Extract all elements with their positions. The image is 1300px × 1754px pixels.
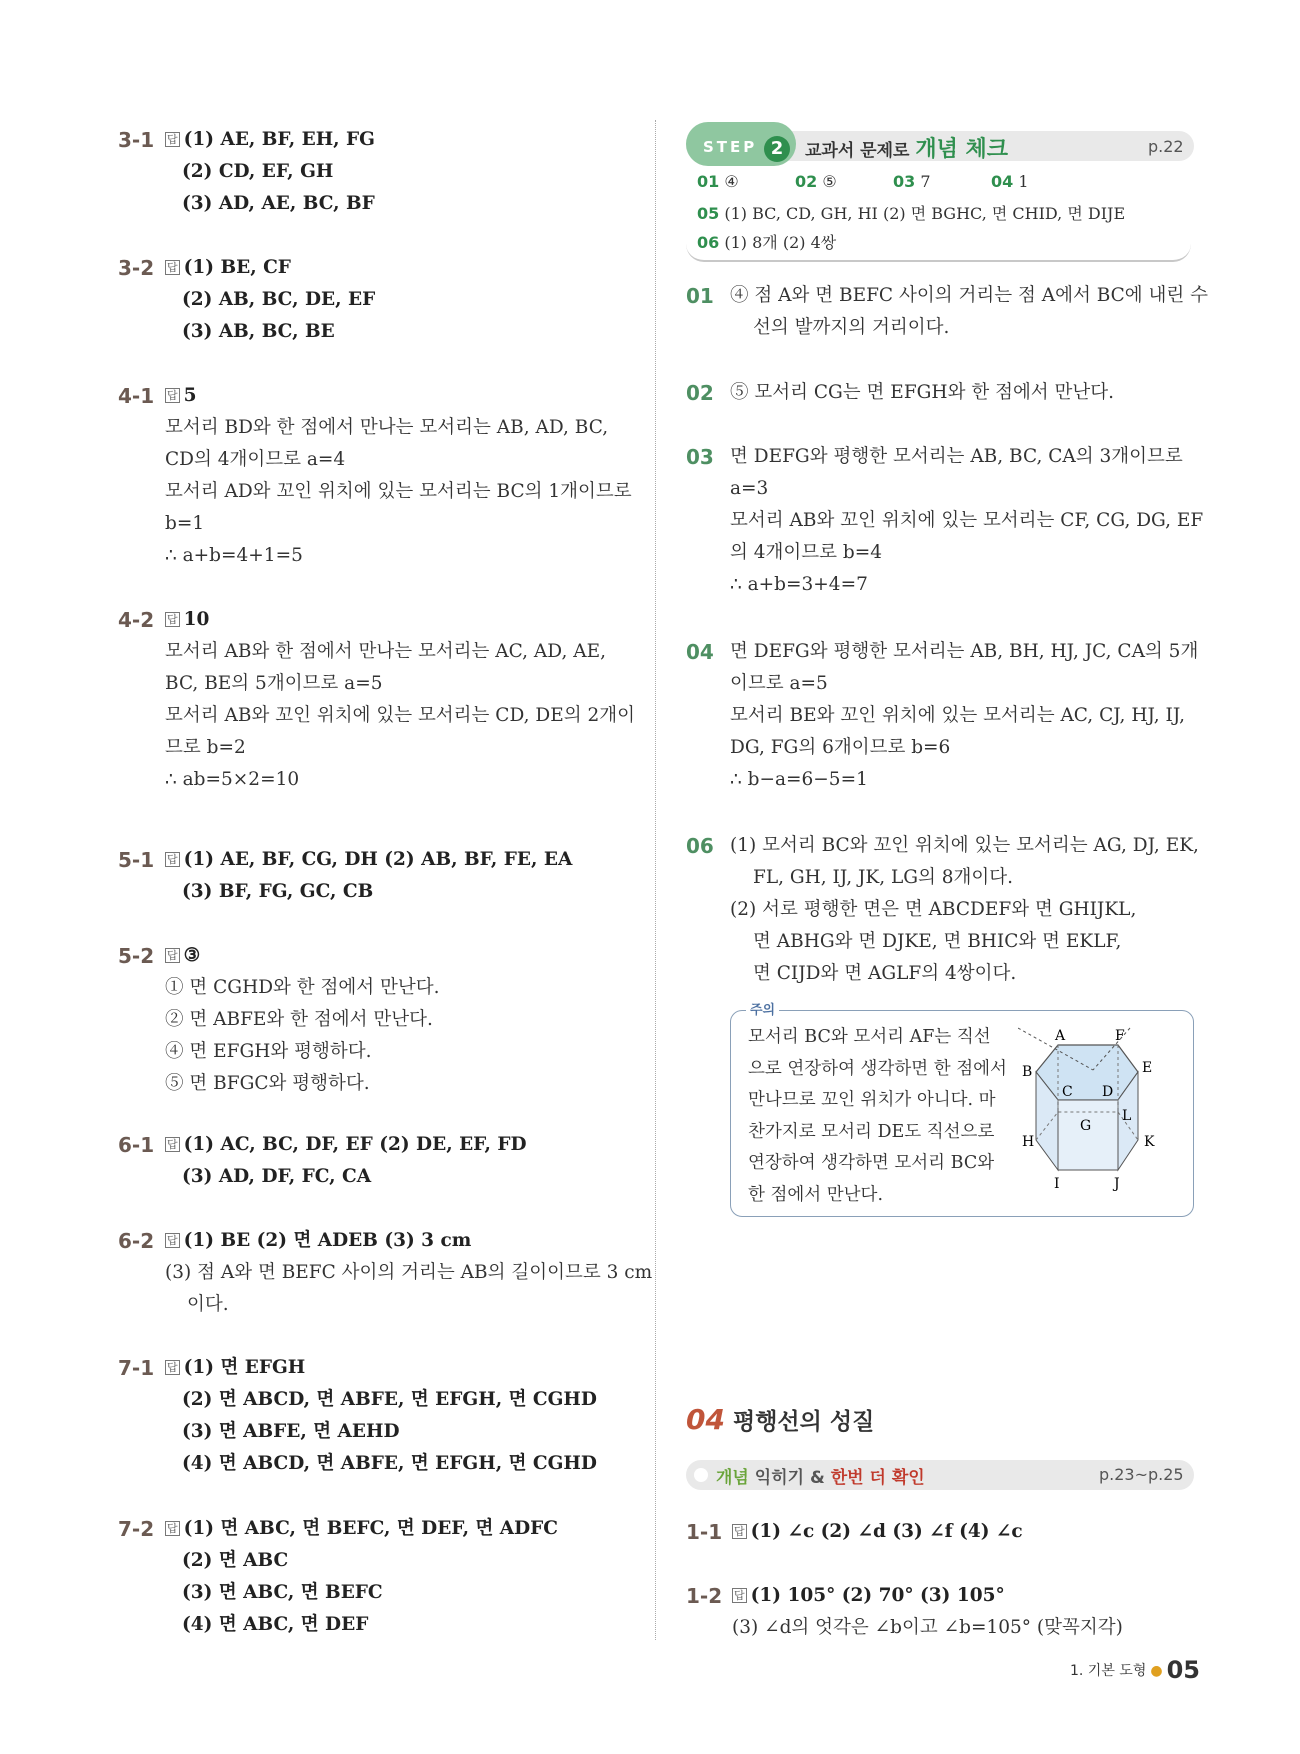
chapter-label: 1. 기본 도형	[1070, 1663, 1147, 1679]
problem-number: 3-1	[118, 128, 155, 152]
solution-line: ∴ a+b=4+1=5	[165, 545, 303, 566]
answer-line: (1) BE, CF	[183, 257, 291, 278]
answer-7-2	[165, 1513, 558, 1641]
solution-line: 의 4개이므로 b=4	[730, 542, 883, 563]
answer-mark: 답	[167, 1234, 178, 1247]
problem-number: 5-1	[118, 848, 155, 872]
caution-line: 연장하여 생각하면 모서리 BC와	[748, 1153, 995, 1173]
answer-line: 10	[183, 609, 210, 630]
solution-01	[730, 280, 1208, 344]
solution-line: 모서리 BD와 한 점에서 만나는 모서리는 AB, AD, BC,	[165, 417, 609, 438]
answer-line: (3) 면 ABFE, 면 AEHD	[182, 1421, 400, 1442]
answer-mark: 답	[167, 853, 178, 866]
problem-number: 6-2	[118, 1229, 155, 1253]
solution-line: ⑤ 면 BFGC와 평행하다.	[165, 1073, 370, 1094]
answer-line: (1) AE, BF, EH, FG	[183, 129, 375, 150]
solution-line: ∴ a+b=3+4=7	[730, 574, 868, 595]
caution-line: 한 점에서 만난다.	[748, 1184, 884, 1205]
section-title	[686, 1403, 874, 1436]
quick-answer-05: 05 (1) BC, CD, GH, HI (2) 면 BGHC, 면 CHID, 면 DIJE	[697, 204, 1126, 223]
answer-mark: 답	[167, 1522, 178, 1535]
problem-number: 5-2	[118, 944, 155, 968]
solution-line: 면 DEFG와 평행한 모서리는 AB, BC, CA의 3개이므로	[730, 446, 1183, 467]
answer-mark: 답	[734, 1589, 745, 1602]
answer-5-2	[165, 940, 440, 1100]
caution-line: 으로 연장하여 생각하면 한 점에서	[748, 1058, 1007, 1079]
answer-5-1	[165, 844, 572, 908]
step-title-b: 개념 체크	[915, 137, 1009, 162]
solution-line: ② 면 ABFE와 한 점에서 만난다.	[165, 1009, 433, 1030]
problem-number: 4-1	[118, 384, 155, 408]
concept-label: 개념 익히기 & 한번 더 확인	[716, 1468, 925, 1488]
problem-number: 1-2	[686, 1584, 723, 1608]
answer-6-2	[165, 1225, 652, 1321]
solution-line: ∴ ab=5×2=10	[165, 769, 300, 790]
answer-line: (4) 면 ABCD, 면 ABFE, 면 EFGH, 면 CGHD	[182, 1453, 597, 1474]
answer-line: (2) CD, EF, GH	[182, 161, 334, 182]
vertex-label-l: L	[1122, 1108, 1132, 1124]
solution-line: 므로 b=2	[165, 737, 246, 758]
answer-line: 5	[183, 385, 197, 406]
answer-mark: 답	[167, 1138, 178, 1151]
answer-mark: 답	[167, 949, 178, 962]
answer-line: (1) BE (2) 면 ADEB (3) 3 cm	[183, 1230, 472, 1251]
answer-line: (1) AC, BC, DF, EF (2) DE, EF, FD	[183, 1134, 527, 1155]
step-label: STEP	[703, 138, 758, 156]
solution-line: 모서리 AB와 꼬인 위치에 있는 모서리는 CF, CG, DG, EF	[730, 510, 1204, 531]
page-number: 05	[1166, 1656, 1200, 1684]
hexagonal-prism-figure	[1018, 1020, 1188, 1200]
problem-number: 7-1	[118, 1356, 155, 1380]
concept-page-ref: p.23~p.25	[1099, 1465, 1184, 1484]
vertex-label-c: C	[1062, 1084, 1073, 1100]
answer-line: (3) BF, FG, GC, CB	[182, 881, 374, 902]
vertex-label-j: J	[1114, 1176, 1120, 1192]
vertex-label-i: I	[1054, 1176, 1060, 1192]
solution-line: ④ 면 EFGH와 평행하다.	[165, 1041, 372, 1062]
problem-number: 4-2	[118, 608, 155, 632]
section-heading: 평행선의 성질	[732, 1409, 875, 1435]
solution-line: 이다.	[187, 1294, 229, 1315]
solution-line: (3) ∠d의 엇각은 ∠b이고 ∠b=105° (맞꼭지각)	[732, 1617, 1123, 1638]
section-number: 04	[686, 1403, 725, 1436]
solution-number: 02	[686, 381, 714, 405]
answer-line: (2) 면 ABC	[182, 1550, 289, 1571]
answer-line: (1) ∠c (2) ∠d (3) ∠f (4) ∠c	[750, 1521, 1023, 1542]
quick-answer-02: 02 ⑤	[795, 172, 837, 191]
solution-number: 03	[686, 445, 714, 469]
solution-line: 면 DEFG와 평행한 모서리는 AB, BH, HJ, JC, CA의 5개	[730, 641, 1199, 662]
solution-06	[730, 830, 1199, 990]
column-divider	[655, 120, 656, 1640]
answer-line: (3) AD, DF, FC, CA	[182, 1166, 372, 1187]
solution-line: ④ 점 A와 면 BEFC 사이의 거리는 점 A에서 BC에 내린 수	[730, 285, 1209, 306]
step-title	[805, 132, 1008, 163]
solution-line: ⑤ 모서리 CG는 면 EFGH와 한 점에서 만난다.	[730, 382, 1115, 403]
answer-6-1	[165, 1129, 527, 1193]
answer-line: (1) 105° (2) 70° (3) 105°	[750, 1585, 1005, 1606]
answer-mark: 답	[734, 1525, 745, 1538]
solution-line: 모서리 AB와 꼬인 위치에 있는 모서리는 CD, DE의 2개이	[165, 705, 635, 726]
answer-mark: 답	[167, 261, 178, 274]
quick-answer-06: 06 (1) 8개 (2) 4쌍	[697, 233, 837, 252]
answer-7-1	[165, 1352, 597, 1480]
answer-line: (3) AB, BC, BE	[182, 321, 335, 342]
solution-line: 면 ABHG와 면 DJKE, 면 BHIC와 면 EKLF,	[753, 931, 1122, 952]
circle-icon	[694, 1468, 708, 1482]
solution-number: 01	[686, 284, 714, 308]
answer-line: (1) AE, BF, CG, DH (2) AB, BF, FE, EA	[183, 849, 573, 870]
answer-mark: 답	[167, 1361, 178, 1374]
vertex-label-b: B	[1022, 1064, 1033, 1080]
problem-number: 6-1	[118, 1133, 155, 1157]
vertex-label-a: A	[1055, 1028, 1066, 1044]
solution-line: b=1	[165, 513, 205, 534]
quick-answer-04: 04 1	[991, 172, 1029, 191]
solution-line: 모서리 BE와 꼬인 위치에 있는 모서리는 AC, CJ, HJ, IJ,	[730, 705, 1186, 726]
solution-line: ① 면 CGHD와 한 점에서 만난다.	[165, 977, 440, 998]
solution-line: BC, BE의 5개이므로 a=5	[165, 673, 383, 694]
vertex-label-d: D	[1102, 1084, 1114, 1100]
caution-line: 찬가지로 모서리 DE도 직선으로	[748, 1121, 995, 1142]
solution-line: 선의 발까지의 거리이다.	[753, 317, 950, 338]
vertex-label-h: H	[1022, 1134, 1035, 1150]
answer-line: (1) 면 EFGH	[183, 1357, 306, 1378]
problem-number: 1-1	[686, 1520, 723, 1544]
solution-number: 06	[686, 834, 714, 858]
vertex-label-e: E	[1142, 1060, 1153, 1076]
step-page-ref: p.22	[1148, 137, 1184, 156]
answer-line: ③	[183, 945, 201, 966]
solution-02	[730, 377, 1114, 409]
solution-line: DG, FG의 6개이므로 b=6	[730, 737, 951, 758]
answer-line: (3) AD, AE, BC, BF	[182, 193, 375, 214]
quick-answer-03: 03 7	[893, 172, 931, 191]
vertex-label-g: G	[1080, 1118, 1092, 1134]
solution-line: ∴ b−a=6−5=1	[730, 769, 868, 790]
answer-4-1	[165, 380, 632, 572]
caution-tag: 주의	[746, 999, 779, 1018]
answer-line: (2) 면 ABCD, 면 ABFE, 면 EFGH, 면 CGHD	[182, 1389, 597, 1410]
answer-1-2	[732, 1580, 1123, 1644]
caution-line: 만나므로 꼬인 위치가 아니다. 마	[748, 1090, 996, 1110]
caution-text	[748, 1022, 1008, 1211]
solution-line: FL, GH, IJ, JK, LG의 8개이다.	[753, 867, 1014, 888]
solution-line: 면 CIJD와 면 AGLF의 4쌍이다.	[753, 963, 1017, 984]
answer-line: (4) 면 ABC, 면 DEF	[182, 1614, 369, 1635]
answer-line: (3) 면 ABC, 면 BEFC	[182, 1582, 383, 1603]
answer-line: (2) AB, BC, DE, EF	[182, 289, 376, 310]
answer-mark: 답	[167, 613, 178, 626]
answer-line: (1) 면 ABC, 면 BEFC, 면 DEF, 면 ADFC	[183, 1518, 559, 1539]
problem-number: 3-2	[118, 256, 155, 280]
step-number: 2	[764, 136, 790, 162]
vertex-label-f: F	[1115, 1028, 1125, 1044]
answer-3-1	[165, 124, 375, 220]
solution-line: 모서리 AB와 한 점에서 만나는 모서리는 AC, AD, AE,	[165, 641, 606, 662]
vertex-label-k: K	[1144, 1134, 1155, 1150]
caution-line: 모서리 BC와 모서리 AF는 직선	[748, 1027, 991, 1047]
answer-1-1	[732, 1516, 1023, 1548]
solution-number: 04	[686, 640, 714, 664]
answer-4-2	[165, 604, 635, 796]
step-title-a: 교과서 문제로	[805, 141, 910, 161]
solution-line: (2) 서로 평행한 면은 면 ABCDEF와 면 GHIJKL,	[730, 899, 1137, 920]
solution-line: CD의 4개이므로 a=4	[165, 449, 346, 470]
problem-number: 7-2	[118, 1517, 155, 1541]
solution-line: 모서리 AD와 꼬인 위치에 있는 모서리는 BC의 1개이므로	[165, 481, 632, 502]
solution-03	[730, 441, 1203, 601]
page-footer: 1. 기본 도형 ● 05	[1070, 1656, 1200, 1684]
answer-mark: 답	[167, 133, 178, 146]
solution-04	[730, 636, 1198, 796]
solution-line: (1) 모서리 BC와 꼬인 위치에 있는 모서리는 AG, DJ, EK,	[730, 835, 1199, 856]
answer-mark: 답	[167, 389, 178, 402]
quick-answer-01: 01 ④	[697, 172, 739, 191]
solution-line: 이므로 a=5	[730, 673, 828, 694]
solution-line: a=3	[730, 478, 769, 499]
answer-3-2	[165, 252, 375, 348]
solution-line: (3) 점 A와 면 BEFC 사이의 거리는 AB의 길이이므로 3 cm	[165, 1262, 653, 1283]
